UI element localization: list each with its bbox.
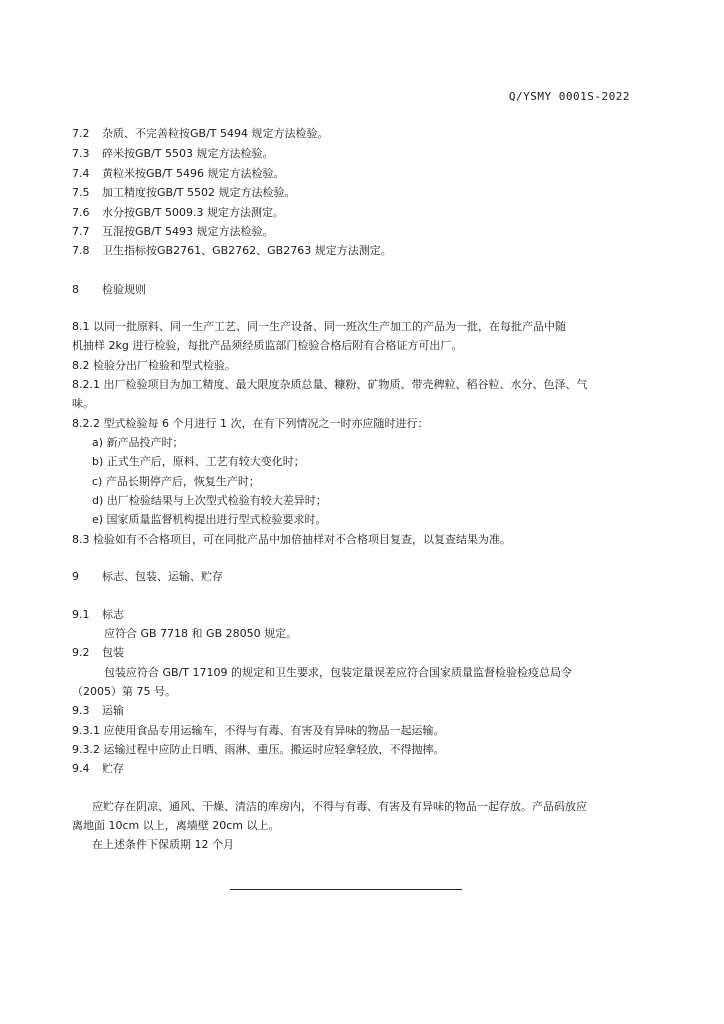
section-heading: 8 检验规则	[72, 283, 146, 296]
subsection-heading: 9.3 运输	[72, 704, 124, 717]
list-item: b) 正式生产后，原料、工艺有较大变化时；	[92, 455, 305, 468]
list-item: d) 出厂检验结果与上次型式检验有较大差异时；	[92, 494, 327, 507]
subsection-heading: 9.4 贮存	[72, 762, 124, 775]
paragraph: 8.2.1 出厂检验项目为加工精度、最大限度杂质总量、糠粉、矿物质、带壳稗粒、稻谷粒、水分、色泽、气	[72, 378, 588, 391]
list-item: 7.8 卫生指标按GB2761、GB2762、GB2763 规定方法测定。	[72, 244, 392, 257]
paragraph: 应贮存在阴凉、通风、干燥、清洁的库房内，不得与有毒、有害及有异味的物品一起存放。产品码放应	[92, 800, 587, 813]
paragraph: 8.1 以同一批原料、同一生产工艺、同一生产设备、同一班次生产加工的产品为一批，在每批产品中随	[72, 320, 566, 333]
paragraph: 机抽样 2kg 进行检验，每批产品须经质监部门检验合格后附有合格证方可出厂。	[72, 339, 463, 352]
list-item: e) 国家质量监督机构提出进行型式检验要求时。	[92, 513, 327, 526]
subsection-heading: 9.2 包装	[72, 646, 124, 659]
paragraph: 包装应符合 GB/T 17109 的规定和卫生要求，包装定量误差应符合国家质量监督检验检疫总局令	[104, 666, 572, 679]
list-item: 7.4 黄粒米按GB/T 5496 规定方法检验。	[72, 167, 285, 180]
list-item: c) 产品长期停产后，恢复生产时；	[92, 475, 260, 488]
list-item: 7.3 碎米按GB/T 5503 规定方法检验。	[72, 147, 274, 160]
document-code: Q/YSMY 0001S-2022	[508, 90, 630, 103]
paragraph: 8.3 检验如有不合格项目，可在同批产品中加倍抽样对不合格项目复查，以复查结果为准。	[72, 533, 511, 546]
paragraph: 8.2 检验分出厂检验和型式检验。	[72, 359, 236, 372]
list-item: a) 新产品投产时；	[92, 436, 184, 449]
paragraph: 9.3.1 应使用食品专用运输车，不得与有毒、有害及有异味的物品一起运输。	[72, 724, 445, 737]
subsection-heading: 9.1 标志	[72, 608, 124, 621]
paragraph: 在上述条件下保质期 12 个月	[92, 838, 234, 851]
paragraph: 味。	[72, 397, 94, 410]
paragraph: 应符合 GB 7718 和 GB 28050 规定。	[104, 627, 298, 640]
list-item: 7.7 互混按GB/T 5493 规定方法检验。	[72, 225, 274, 238]
paragraph: 8.2.2 型式检验每 6 个月进行 1 次，在有下列情况之一时亦应随时进行：	[72, 417, 429, 430]
list-item: 7.6 水分按GB/T 5009.3 规定方法测定。	[72, 206, 284, 219]
paragraph: 离地面 10cm 以上，离墙壁 20cm 以上。	[72, 819, 280, 832]
section-heading: 9 标志、包装、运输、贮存	[72, 570, 223, 583]
end-rule	[230, 889, 462, 890]
list-item: 7.5 加工精度按GB/T 5502 规定方法检验。	[72, 186, 296, 199]
paragraph: 9.3.2 运输过程中应防止日晒、雨淋、重压。搬运时应轻拿轻放，不得抛摔。	[72, 743, 445, 756]
list-item: 7.2 杂质、不完善粒按GB/T 5494 规定方法检验。	[72, 127, 329, 140]
paragraph: （2005）第 75 号。	[72, 685, 176, 698]
